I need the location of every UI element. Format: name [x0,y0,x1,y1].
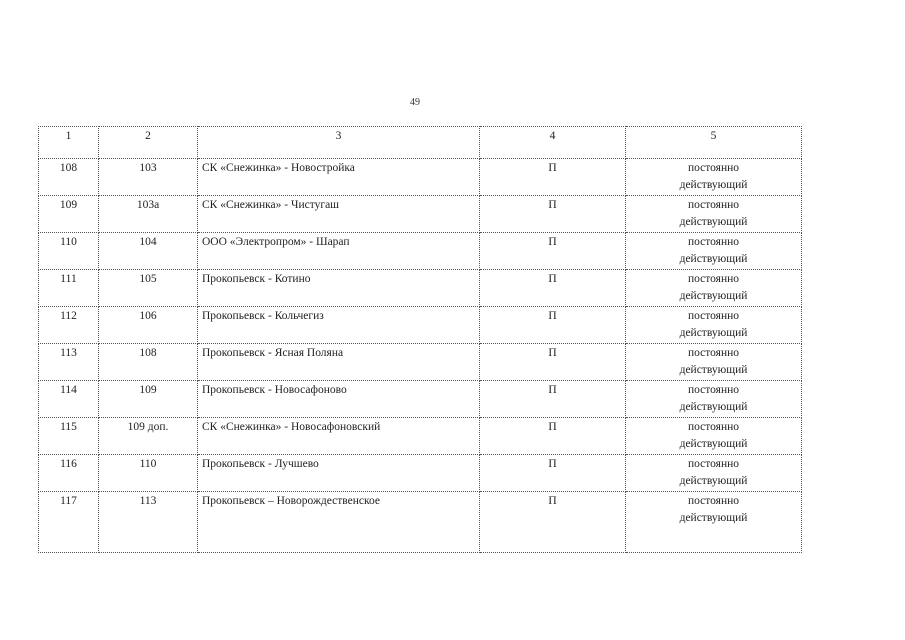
route-mode-text: действующий [679,327,748,339]
table-row [39,307,802,344]
route-type-cell: П [480,344,626,381]
table-row [39,233,802,270]
route-name-cell: Прокопьевск – Новорождественское [198,492,480,553]
route-type-cell: П [480,492,626,553]
route-type-cell: П [480,418,626,455]
route-number-cell: 110 [99,455,198,492]
route-mode-cell [626,492,802,553]
route-mode-cell [626,455,802,492]
route-number-cell: 109 [99,381,198,418]
route-name-cell: СК «Снежинка» - Новосафоновский [198,418,480,455]
route-number-cell: 113 [99,492,198,553]
route-type-cell: П [480,381,626,418]
route-number-cell: 109 доп. [99,418,198,455]
column-header: 5 [626,127,802,159]
route-mode-text: действующий [679,179,748,191]
route-mode-cell [626,270,802,307]
route-name-cell: Прокопьевск - Новосафоново [198,381,480,418]
table-header-row [39,127,802,159]
table-row [39,418,802,455]
route-mode-cell [626,418,802,455]
route-mode-text: действующий [679,364,748,376]
row-number-cell: 108 [39,159,99,196]
route-name-cell: Прокопьевск - Ясная Поляна [198,344,480,381]
route-mode-cell [626,344,802,381]
table-row [39,196,802,233]
route-mode-text: постоянно [687,495,740,507]
route-name-cell: ООО «Электропром» - Шарап [198,233,480,270]
route-mode-text: постоянно [687,458,740,470]
route-type-cell: П [480,455,626,492]
route-mode-text: действующий [679,290,748,302]
route-mode-text: действующий [679,438,748,450]
route-name-cell: СК «Снежинка» - Чистугаш [198,196,480,233]
table-row [39,159,802,196]
route-mode-text: действующий [679,401,748,413]
row-number-cell: 112 [39,307,99,344]
route-mode-text: постоянно [687,310,740,322]
route-number-cell: 108 [99,344,198,381]
route-mode-text: действующий [679,512,748,524]
row-number-cell: 114 [39,381,99,418]
route-mode-text: постоянно [687,421,740,433]
route-type-cell: П [480,196,626,233]
column-header: 2 [99,127,198,159]
table-row [39,492,802,553]
row-number-cell: 116 [39,455,99,492]
row-number-cell: 111 [39,270,99,307]
column-header: 1 [39,127,99,159]
route-mode-text: постоянно [687,273,740,285]
route-mode-text: действующий [679,216,748,228]
row-number-cell: 113 [39,344,99,381]
row-number-cell: 117 [39,492,99,553]
route-mode-text: действующий [679,253,748,265]
route-type-cell: П [480,307,626,344]
route-mode-text: постоянно [687,347,740,359]
route-number-cell: 103а [99,196,198,233]
page-number: 49 [410,97,420,108]
route-mode-text: постоянно [687,236,740,248]
route-mode-cell [626,381,802,418]
column-header: 4 [480,127,626,159]
table-row [39,381,802,418]
route-type-cell: П [480,233,626,270]
route-mode-cell [626,196,802,233]
route-mode-text: действующий [679,475,748,487]
route-mode-cell [626,233,802,270]
route-number-cell: 104 [99,233,198,270]
routes-table [38,126,802,553]
route-number-cell: 103 [99,159,198,196]
route-mode-text: постоянно [687,162,740,174]
route-mode-cell [626,307,802,344]
route-type-cell: П [480,159,626,196]
route-name-cell: Прокопьевск - Лучшево [198,455,480,492]
column-header: 3 [198,127,480,159]
row-number-cell: 115 [39,418,99,455]
table-row [39,344,802,381]
route-mode-cell [626,159,802,196]
route-type-cell: П [480,270,626,307]
table-row [39,270,802,307]
route-mode-text: постоянно [687,384,740,396]
route-number-cell: 106 [99,307,198,344]
row-number-cell: 110 [39,233,99,270]
route-number-cell: 105 [99,270,198,307]
table-row [39,455,802,492]
route-name-cell: Прокопьевск - Кольчегиз [198,307,480,344]
route-name-cell: СК «Снежинка» - Новостройка [198,159,480,196]
route-name-cell: Прокопьевск - Котино [198,270,480,307]
row-number-cell: 109 [39,196,99,233]
route-mode-text: постоянно [687,199,740,211]
